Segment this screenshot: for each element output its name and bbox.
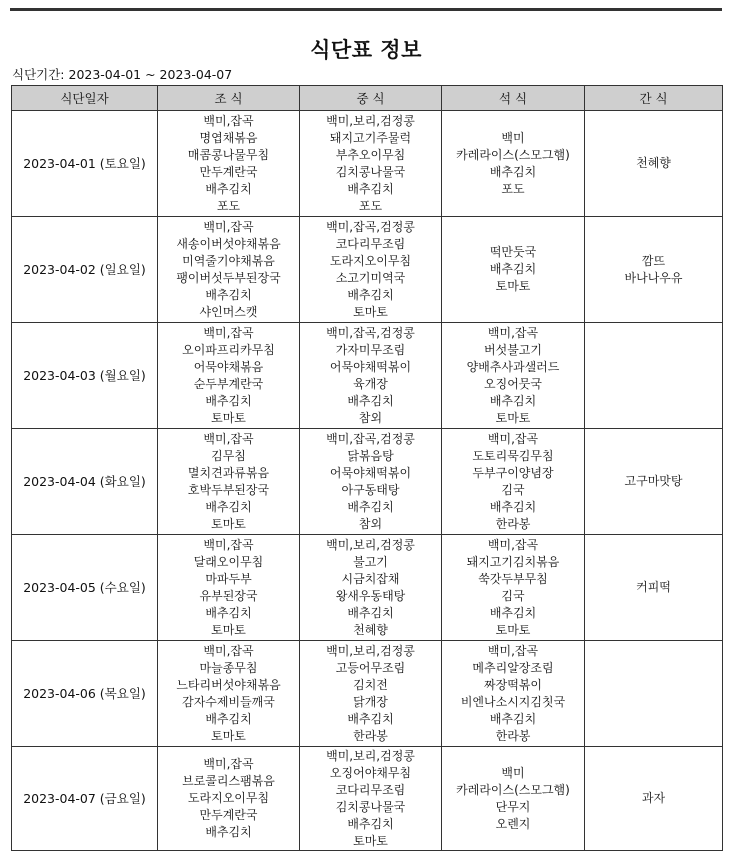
table-row bbox=[12, 641, 723, 747]
lunch-cell bbox=[300, 217, 442, 323]
menu-item: 마파두부 bbox=[205, 571, 252, 586]
menu-item: 배추김치 bbox=[489, 711, 537, 726]
menu-item: 달래오이무침 bbox=[193, 554, 264, 569]
lunch-cell bbox=[300, 747, 442, 851]
menu-item: 도라지오이무침 bbox=[329, 253, 412, 268]
menu-item: 호박두부된장국 bbox=[187, 482, 270, 497]
menu-item: 불고기 bbox=[353, 554, 388, 569]
menu-item: 배추김치 bbox=[347, 181, 394, 196]
menu-item: 도토리묵김무침 bbox=[472, 448, 554, 463]
menu-item: 토마토 bbox=[353, 833, 388, 848]
table-body bbox=[12, 111, 723, 851]
menu-item: 배추김치 bbox=[205, 287, 252, 302]
menu-item: 시금치잡채 bbox=[341, 571, 400, 586]
menu-item: 순두부계란국 bbox=[193, 376, 264, 391]
menu-item: 유부된장국 bbox=[199, 588, 258, 603]
menu-item: 양배추사과샐러드 bbox=[466, 359, 560, 374]
menu-item: 멸치견과류볶음 bbox=[187, 465, 270, 480]
menu-item: 오징어뭇국 bbox=[484, 376, 542, 391]
menu-item: 김치콩나물국 bbox=[335, 164, 406, 179]
menu-item: 비엔나소시지김칫국 bbox=[460, 694, 566, 709]
menu-item: 배추김치 bbox=[205, 393, 252, 408]
menu-item: 백미,잡곡 bbox=[203, 431, 254, 446]
menu-item: 느타리버섯야채볶음 bbox=[176, 677, 281, 692]
menu-item: 쑥갓두부무침 bbox=[478, 571, 548, 586]
lunch-cell bbox=[300, 111, 442, 217]
header-snack: 간 식 bbox=[585, 86, 723, 111]
menu-item: 백미,잡곡,검정콩 bbox=[326, 431, 415, 446]
snack-cell bbox=[585, 323, 723, 429]
menu-item: 참외 bbox=[358, 410, 383, 425]
menu-item: 샤인머스캣 bbox=[199, 304, 258, 319]
menu-item: 배추김치 bbox=[489, 393, 537, 408]
table-row bbox=[12, 323, 723, 429]
menu-item: 소고기미역국 bbox=[335, 270, 406, 285]
menu-item: 백미,잡곡 bbox=[487, 643, 539, 658]
menu-item: 감자수제비들깨국 bbox=[182, 694, 275, 709]
menu-item: 백미,보리,검정콩 bbox=[326, 748, 415, 763]
dinner-cell bbox=[442, 323, 585, 429]
date-cell: 2023-04-02 (일요일) bbox=[12, 217, 158, 323]
menu-item: 배추김치 bbox=[489, 605, 537, 620]
dinner-cell bbox=[442, 429, 585, 535]
menu-item: 김국 bbox=[501, 588, 525, 603]
date-cell: 2023-04-01 (토요일) bbox=[12, 111, 158, 217]
menu-item: 두부구이양념장 bbox=[472, 465, 554, 480]
date-cell: 2023-04-04 (화요일) bbox=[12, 429, 158, 535]
menu-item: 포도 bbox=[501, 181, 525, 196]
menu-item: 백미,잡곡 bbox=[203, 325, 254, 340]
menu-item: 백미,보리,검정콩 bbox=[326, 643, 415, 658]
table-header-row bbox=[12, 86, 723, 111]
menu-item: 오렌지 bbox=[495, 816, 531, 831]
menu-item: 어묵야채떡볶이 bbox=[329, 465, 412, 480]
menu-item: 김국 bbox=[501, 482, 525, 497]
menu-item: 마늘종무침 bbox=[199, 660, 258, 675]
menu-item: 코다리무조림 bbox=[335, 236, 406, 251]
table-row bbox=[12, 429, 723, 535]
snack-cell bbox=[585, 535, 723, 641]
menu-item: 만두계란국 bbox=[199, 164, 258, 179]
menu-item: 돼지고기김치볶음 bbox=[466, 554, 560, 569]
menu-item: 토마토 bbox=[211, 622, 246, 637]
menu-item: 고구마맛탕 bbox=[624, 474, 683, 488]
menu-item: 부추오이무침 bbox=[335, 147, 406, 162]
dinner-cell bbox=[442, 747, 585, 851]
menu-item: 배추김치 bbox=[489, 499, 537, 514]
menu-item: 포도 bbox=[358, 198, 383, 213]
menu-item: 바나나우유 bbox=[624, 270, 683, 285]
menu-item: 토마토 bbox=[211, 728, 246, 743]
meal-period: 식단기간: 2023-04-01 ~ 2023-04-07 bbox=[12, 67, 233, 82]
menu-item: 매콤콩나물무침 bbox=[187, 147, 270, 162]
menu-item: 배추김치 bbox=[347, 499, 394, 514]
menu-item: 어묵야채떡볶이 bbox=[329, 359, 412, 374]
header-breakfast: 조 식 bbox=[158, 86, 300, 111]
table-row bbox=[12, 535, 723, 641]
lunch-cell bbox=[300, 323, 442, 429]
breakfast-cell bbox=[158, 217, 300, 323]
menu-item: 토마토 bbox=[211, 516, 246, 531]
menu-item: 카레라이스(스모그햄) bbox=[456, 147, 570, 162]
menu-item: 돼지고기주물럭 bbox=[329, 130, 412, 145]
lunch-cell bbox=[300, 429, 442, 535]
menu-item: 고등어무조림 bbox=[335, 660, 406, 675]
menu-item: 포도 bbox=[216, 198, 241, 213]
menu-item: 백미 bbox=[501, 765, 525, 780]
header-lunch: 중 식 bbox=[300, 86, 442, 111]
menu-item: 단무지 bbox=[495, 799, 531, 814]
menu-item: 천혜향 bbox=[636, 156, 671, 170]
date-cell: 2023-04-03 (월요일) bbox=[12, 323, 158, 429]
dinner-cell bbox=[442, 217, 585, 323]
menu-item: 오이파프리카무침 bbox=[182, 342, 275, 357]
menu-item: 백미,잡곡,검정콩 bbox=[326, 219, 415, 234]
menu-item: 배추김치 bbox=[205, 711, 252, 726]
menu-item: 토마토 bbox=[495, 279, 531, 293]
snack-cell bbox=[585, 111, 723, 217]
menu-item: 배추김치 bbox=[205, 825, 252, 839]
menu-item: 김치전 bbox=[353, 677, 388, 692]
menu-item: 토마토 bbox=[353, 304, 388, 319]
menu-item: 한라봉 bbox=[495, 728, 531, 743]
menu-item: 브로콜리스팸볶음 bbox=[182, 774, 275, 788]
menu-item: 배추김치 bbox=[205, 499, 252, 514]
menu-item: 가자미무조림 bbox=[335, 342, 406, 357]
menu-item: 백미,잡곡 bbox=[487, 325, 539, 340]
menu-item: 배추김치 bbox=[347, 816, 394, 831]
menu-item: 참외 bbox=[358, 516, 383, 531]
breakfast-cell bbox=[158, 323, 300, 429]
menu-item: 백미 bbox=[501, 130, 525, 145]
menu-item: 오징어야채무침 bbox=[329, 765, 412, 780]
date-cell: 2023-04-06 (목요일) bbox=[12, 641, 158, 747]
dinner-cell bbox=[442, 641, 585, 747]
top-divider bbox=[10, 8, 722, 11]
menu-item: 배추김치 bbox=[205, 181, 252, 196]
menu-item: 육개장 bbox=[353, 376, 388, 391]
lunch-cell bbox=[300, 535, 442, 641]
menu-item: 버섯불고기 bbox=[484, 342, 542, 357]
menu-item: 배추김치 bbox=[489, 262, 537, 276]
dinner-cell bbox=[442, 535, 585, 641]
menu-item: 아구동태탕 bbox=[341, 482, 400, 497]
menu-item: 배추김치 bbox=[205, 605, 252, 620]
menu-item: 배추김치 bbox=[489, 164, 537, 179]
menu-item: 카레라이스(스모그햄) bbox=[456, 782, 570, 797]
menu-item: 백미,보리,검정콩 bbox=[326, 113, 415, 128]
menu-item: 한라봉 bbox=[495, 516, 531, 531]
menu-item: 배추김치 bbox=[347, 287, 394, 302]
menu-item: 백미,보리,검정콩 bbox=[326, 537, 415, 552]
header-date: 식단일자 bbox=[12, 86, 158, 111]
menu-item: 천혜향 bbox=[353, 622, 388, 637]
breakfast-cell bbox=[158, 429, 300, 535]
menu-item: 백미,잡곡 bbox=[203, 113, 254, 128]
menu-item: 백미,잡곡 bbox=[203, 219, 254, 234]
menu-item: 김무침 bbox=[211, 448, 246, 463]
menu-item: 어묵야채볶음 bbox=[193, 359, 264, 374]
menu-item: 토마토 bbox=[495, 410, 531, 425]
table-row bbox=[12, 217, 723, 323]
date-cell: 2023-04-05 (수요일) bbox=[12, 535, 158, 641]
breakfast-cell bbox=[158, 535, 300, 641]
date-cell: 2023-04-07 (금요일) bbox=[12, 747, 158, 851]
snack-cell bbox=[585, 641, 723, 747]
menu-item: 한라봉 bbox=[353, 728, 388, 743]
menu-item: 백미,잡곡 bbox=[487, 537, 539, 552]
meal-table bbox=[11, 85, 723, 851]
menu-item: 메추리알장조림 bbox=[472, 660, 554, 675]
menu-item: 백미,잡곡 bbox=[203, 757, 254, 771]
menu-item: 짜장떡볶이 bbox=[484, 677, 542, 692]
menu-item: 백미,잡곡,검정콩 bbox=[326, 325, 415, 340]
menu-item: 닭개장 bbox=[353, 694, 388, 709]
header-dinner: 석 식 bbox=[442, 86, 585, 111]
snack-cell bbox=[585, 747, 723, 851]
menu-item: 백미,잡곡 bbox=[203, 537, 254, 552]
menu-item: 닭볶음탕 bbox=[347, 448, 394, 463]
menu-item: 배추김치 bbox=[347, 605, 394, 620]
menu-item: 미역줄기야채볶음 bbox=[182, 253, 275, 268]
menu-item: 토마토 bbox=[495, 622, 531, 637]
menu-item: 왕새우동태탕 bbox=[335, 588, 406, 603]
breakfast-cell bbox=[158, 747, 300, 851]
snack-cell bbox=[585, 429, 723, 535]
menu-item: 커피떡 bbox=[636, 580, 671, 594]
menu-item: 떡만둣국 bbox=[489, 245, 537, 259]
menu-item: 백미,잡곡 bbox=[203, 643, 254, 658]
menu-item: 배추김치 bbox=[347, 711, 394, 726]
dinner-cell bbox=[442, 111, 585, 217]
menu-item: 팽이버섯두부된장국 bbox=[176, 270, 281, 285]
table-row bbox=[12, 111, 723, 217]
page-title: 식단표 정보 bbox=[310, 38, 422, 62]
lunch-cell bbox=[300, 641, 442, 747]
menu-item: 명엽채볶음 bbox=[199, 130, 258, 145]
menu-item: 과자 bbox=[641, 791, 666, 805]
snack-cell bbox=[585, 217, 723, 323]
menu-item: 코다리무조림 bbox=[335, 782, 406, 797]
table-row bbox=[12, 747, 723, 851]
menu-item: 깜뜨 bbox=[641, 253, 666, 268]
menu-item: 만두계란국 bbox=[199, 808, 258, 822]
breakfast-cell bbox=[158, 111, 300, 217]
breakfast-cell bbox=[158, 641, 300, 747]
menu-item: 김치콩나물국 bbox=[335, 799, 406, 814]
menu-item: 백미,잡곡 bbox=[487, 431, 539, 446]
menu-item: 새송이버섯야채볶음 bbox=[176, 236, 281, 251]
menu-item: 도라지오이무침 bbox=[187, 791, 270, 805]
menu-item: 토마토 bbox=[211, 410, 246, 425]
menu-item: 배추김치 bbox=[347, 393, 394, 408]
